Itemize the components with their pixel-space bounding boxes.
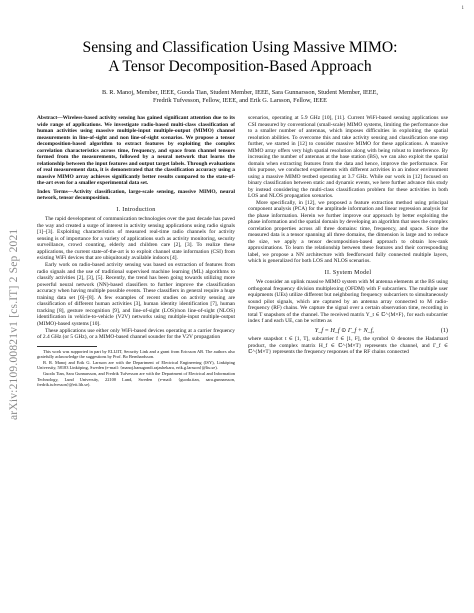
footnote: Guoda Tian, Sara Gunnarsson, and Fredrik Tufvesson are with the Department of Electrical and Information Technology, Lund University, 22100 Lund, Sweden (e-mail: {guoda.tian, sara.gunnarsson, fredrik.tufvesson}@eit.lth.se). (37, 371, 235, 388)
equation-1 (248, 328, 448, 335)
page-number: 1 (461, 6, 464, 11)
equation-body: Y_f = H_f ⊙ Γ_f + N_f, (314, 326, 374, 334)
paper-title (30, 38, 450, 76)
abstract: Abstract—Wireless-based activity sensing has gained significant attention due to its wide range of applications. We investigate radio-based multi-class classification of human activities using massive multiple-input multiple-output (MIMO) channel measurements in line-of-sight and non line-of-sight scenarios. We propose a tensor decomposition-based algorithm to extract features by exploiting the complex correlation characteristics across time, frequency, and space from channel tensors formed from the measurements, followed by a neural network that learns the relationship between the input features and output target labels. Through evaluations of real measurement data, it is demonstrated that the classification accuracy using a massive MIMO array achieves significantly better results compared to the state-of-the-art even for a smaller experimental data set. (37, 115, 235, 186)
section-heading-system-model: II. System Model (324, 269, 372, 276)
intro-paragraph-continued: scenarios, operating at 5.9 GHz [10], [11]. Current WiFi-based sensing applications use CSI measured by conventional (small-scale) MIMO systems, limiting the performance due to a smaller number of antennas, which imposes difficulties in exploiting the spatial resolution abilities. To overcome this and take activity sensing and classification one step further, we started in [12] to consider massive MIMO for these applications. A massive MIMO array offers very high spatial resolution along with being robust to interference. By increasing the number of antennas at the base station (BS), we can also exploit the spatial domain when extracting features from the data and hence, improve the performance. For this purpose, we conducted experiments with different activities in an indoor environment using a massive MIMO testbed operating at 3.7 GHz. While our work in [12] focused on binary classification between static and dynamic events, we here further advance this study by instead considering the multi-class classification problem for these activities in both LOS and NLOS propagation scenarios. (248, 115, 448, 199)
title-line-1: Sensing and Classification Using Massive MIMO: (82, 39, 398, 56)
footnote: B. R. Manoj and Erik G. Larsson are with the Department of Electrical Engineering (ISY), Linköping University, 58183 Linköping, Sweden (e-mail: {manoj.banugondi.rajashekara, erik.g.larsson}@liu.se). (37, 359, 235, 371)
arxiv-stamp: arXiv:2109.00821v1 [cs.IT] 2 Sep 2021 (8, 228, 20, 420)
authors-line-2: Fredrik Tufvesson, Fellow, IEEE, and Erik G. Larsson, Fellow, IEEE (153, 97, 327, 105)
right-column (248, 115, 448, 356)
system-model-paragraph: We consider an uplink massive MIMO system with M antenna elements at the BS using orthogonal frequency division multiplexing (OFDM) with F subcarriers. The multiple user equipments (UEs) utilize different but neighboring frequency subcarriers to simultaneously sound pilot signals, which are captured by an antenna array connected to M radio-frequency (RF) chains. We capture the signal over a certain observation time, recording in total T snapshots of the channel. The received matrix Y_t ∈ ℂ^{M×F}, for each subcarrier index f and each UE, can be written as (248, 279, 448, 324)
footnote-divider (37, 346, 97, 347)
index-terms: Index Terms—Activity classification, large-scale sensing, massive MIMO, neural network, tensor decomposition. (37, 188, 235, 201)
authors-line-1: B. R. Manoj, Member, IEEE, Guoda Tian, Student Member, IEEE, Sara Gunnarsson, Student Member, IEEE, (101, 89, 379, 96)
system-model-paragraph-continued: where snapshot t ∈ [1, T], subcarrier f ∈ [1, F], the symbol ⊙ denotes the Hadamard product, the complex matrix H_f ∈ ℂ^{M×T} represents the channel, and Γ_f ∈ ℂ^{M×T} represents the frequency responses of the RF chains connected (248, 336, 448, 355)
title-line-2: A Tensor Decomposition-Based Approach (108, 58, 372, 75)
section-heading-introduction: I. Introduction (116, 206, 156, 213)
intro-paragraph: The rapid development of communication technologies over the past decade has paved the way and created a surge of interest in activity sensing applications using radio signals [1]–[3]. Exploiting characteristics of measured real-time radio channels for activity sensing is of importance for a variety of applications such as activity monitoring, security surveillance, crowd counting, elderly and children care [2], [3]. To realize these applications, the current state-of-the-art is to exploit channel state information (CSI) from existing WiFi devices that are ubiquitously available indoors [4]. (37, 216, 235, 261)
left-column (37, 115, 235, 388)
intro-paragraph: These applications use either only WiFi-based devices operating at a carrier frequency of 2.4 GHz (or 5 GHz), or a MIMO-based channel sounder for the V2V propagation (37, 327, 235, 340)
intro-paragraph: More specifically, in [12], we proposed a feature extraction method using principal component analysis (PCA) for the amplitude information and linear regression analysis for the phase information. Herein we further improve our approach by better exploiting the phase information and the spatial domain by developing an algorithm that uses the complex correlation properties across all three domains: time, frequency, and space. Since the measured data is a tensor spanning all three domains, the dimension is large and to reduce the size, we apply a tensor decomposition-based approach to obtain low-rank approximations. To learn the relationship between these features and their corresponding label, we propose a NN architecture with feedforward fully connected multiple layers, which is generalized for both LOS and NLOS scenarios. (248, 199, 448, 264)
footnotes (37, 349, 235, 388)
intro-paragraph: Early work on radio-based activity sensing was based on extraction of features from radio signals and the use of traditional supervised machine learning (ML) algorithms to classify activities [2], [3], [5]. Recently, the trend has been going towards utilizing more powerful neural network (NN)-based classifiers to further improve the classification accuracy when having multiple possible events. These classifiers in general require a huge training data set [6]–[8]. A few examples of recent studies on activity sensing are classification of different human activities [3], human identity identification [7], human tracking [8], gesture recognition [9], and line-of-sight (LOS)/non line-of-sight (NLOS) identification in vehicle-to-vehicle (V2V) networks using multiple-input multiple-output (MIMO)-based systems [10]. (37, 262, 235, 327)
author-list (40, 89, 440, 106)
footnote: This work was supported in part by ELLIIT, Security Link and a grant from Ericsson AB. The authors also gratefully acknowledge the suggestions by Prof. Bo Bernhardsson. (37, 348, 235, 359)
equation-number: (1) (440, 326, 448, 334)
